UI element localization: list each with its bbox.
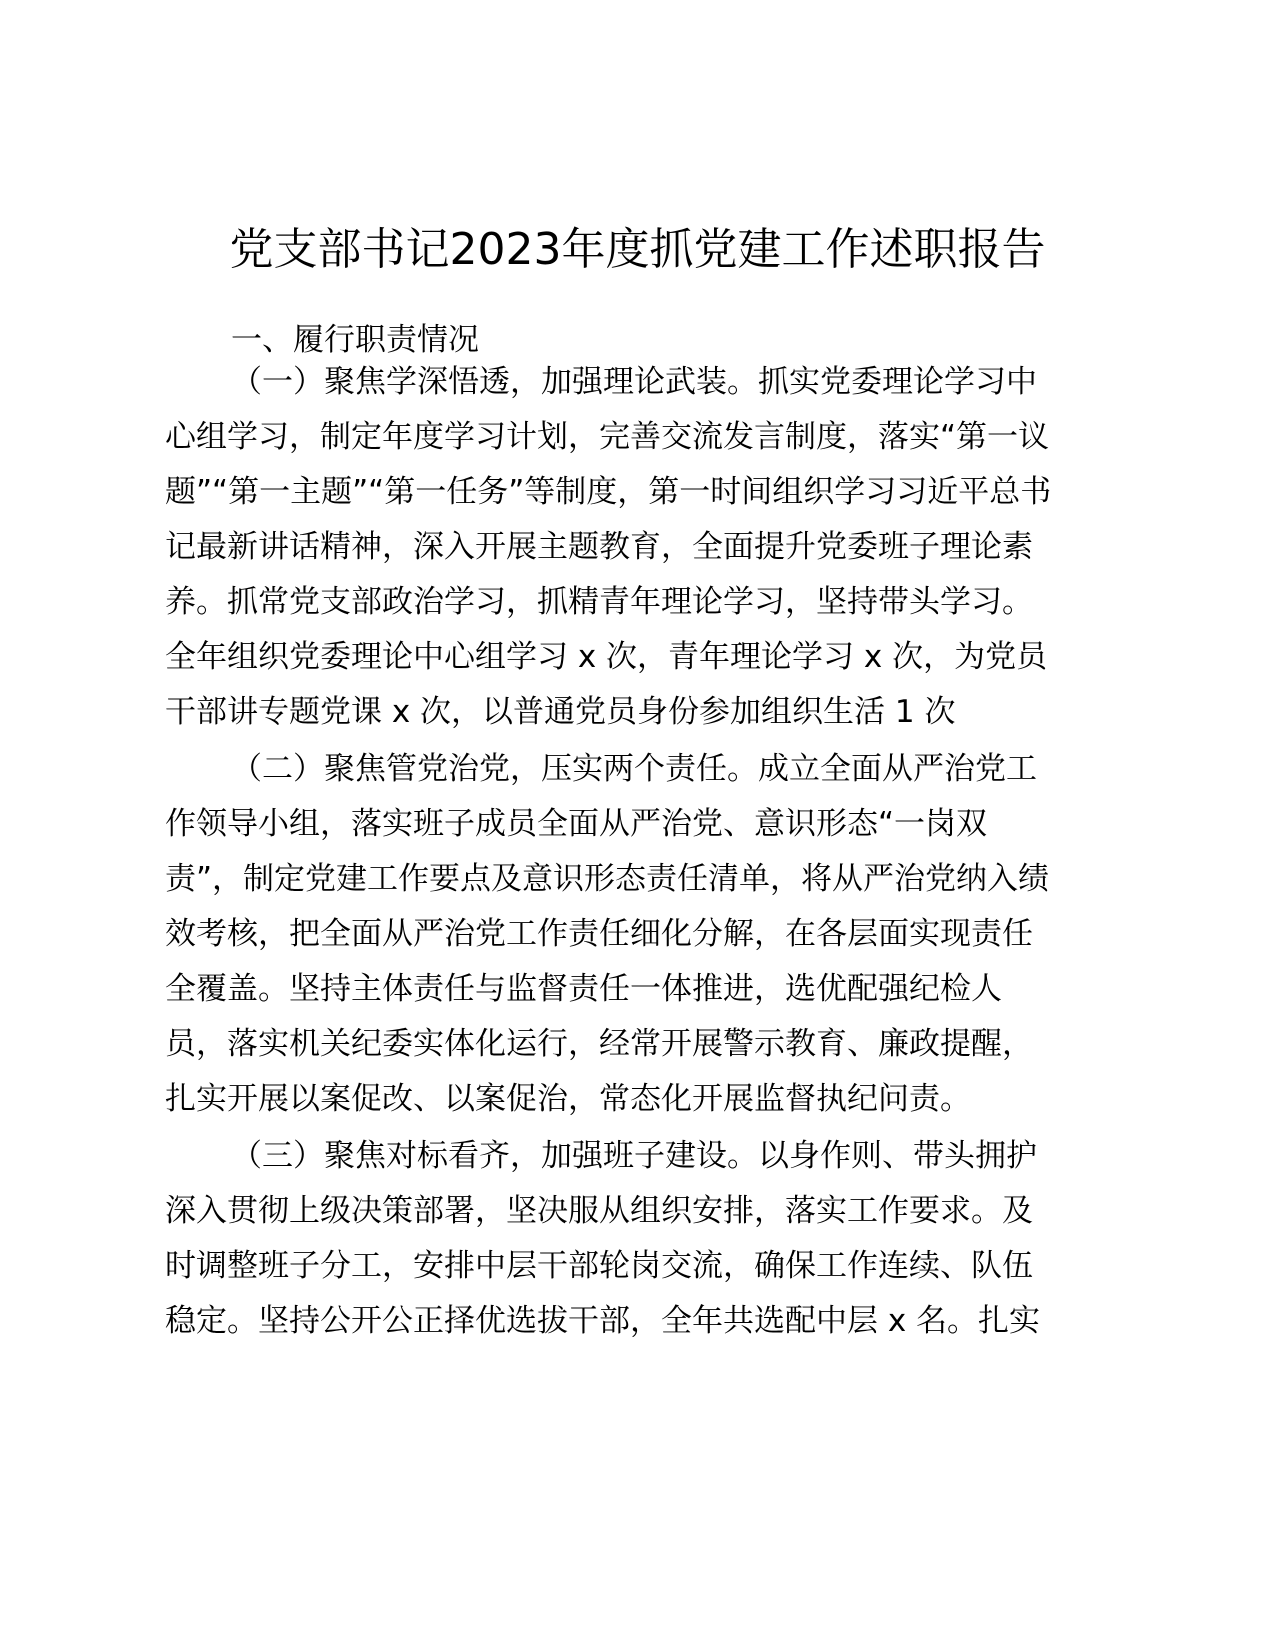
body-text-line: 全年组织党委理论中心组学习 x 次，青年理论学习 x 次，为党员 <box>165 639 1048 675</box>
body-text-line: 干部讲专题党课 x 次，以普通党员身份参加组织生活 1 次 <box>165 694 956 730</box>
body-text-line: 时调整班子分工，安排中层干部轮岗交流，确保工作连续、队伍 <box>165 1248 1033 1284</box>
body-text-line: 题”“第一主题”“第一任务”等制度，第一时间组织学习习近平总书 <box>165 474 1052 510</box>
body-text-line: 全覆盖。坚持主体责任与监督责任一体推进，选优配强纪检人 <box>165 971 1002 1007</box>
body-text-line: 扎实开展以案促改、以案促治，常态化开展监督执纪问责。 <box>165 1081 971 1117</box>
body-text-line: 深入贯彻上级决策部署，坚决服从组织安排，落实工作要求。及 <box>165 1193 1033 1229</box>
section-heading: 一、履行职责情况 <box>231 322 479 358</box>
body-text-line: 员，落实机关纪委实体化运行，经常开展警示教育、廉政提醒， <box>165 1026 1033 1062</box>
body-text-line: 记最新讲话精神，深入开展主题教育，全面提升党委班子理论素 <box>165 529 1033 565</box>
body-text-line: 养。抓常党支部政治学习，抓精青年理论学习，坚持带头学习。 <box>165 584 1033 620</box>
body-text-line: （二）聚焦管党治党，压实两个责任。成立全面从严治党工 <box>231 751 1037 787</box>
body-text-line: 心组学习，制定年度学习计划，完善交流发言制度，落实“第一议 <box>165 419 1050 455</box>
body-text-line: （三）聚焦对标看齐，加强班子建设。以身作则、带头拥护 <box>231 1138 1037 1174</box>
body-text-line: 责”，制定党建工作要点及意识形态责任清单，将从严治党纳入绩 <box>165 861 1050 897</box>
body-text-line: 稳定。坚持公开公正择优选拔干部，全年共选配中层 x 名。扎实 <box>165 1303 1041 1339</box>
document-title: 党支部书记2023年度抓党建工作述职报告 <box>229 224 1046 275</box>
body-text-line: 效考核，把全面从严治党工作责任细化分解，在各层面实现责任 <box>165 916 1033 952</box>
body-text-line: 作领导小组，落实班子成员全面从严治党、意识形态“一岗双 <box>165 806 988 842</box>
body-text-line: （一）聚焦学深悟透，加强理论武装。抓实党委理论学习中 <box>231 364 1037 400</box>
